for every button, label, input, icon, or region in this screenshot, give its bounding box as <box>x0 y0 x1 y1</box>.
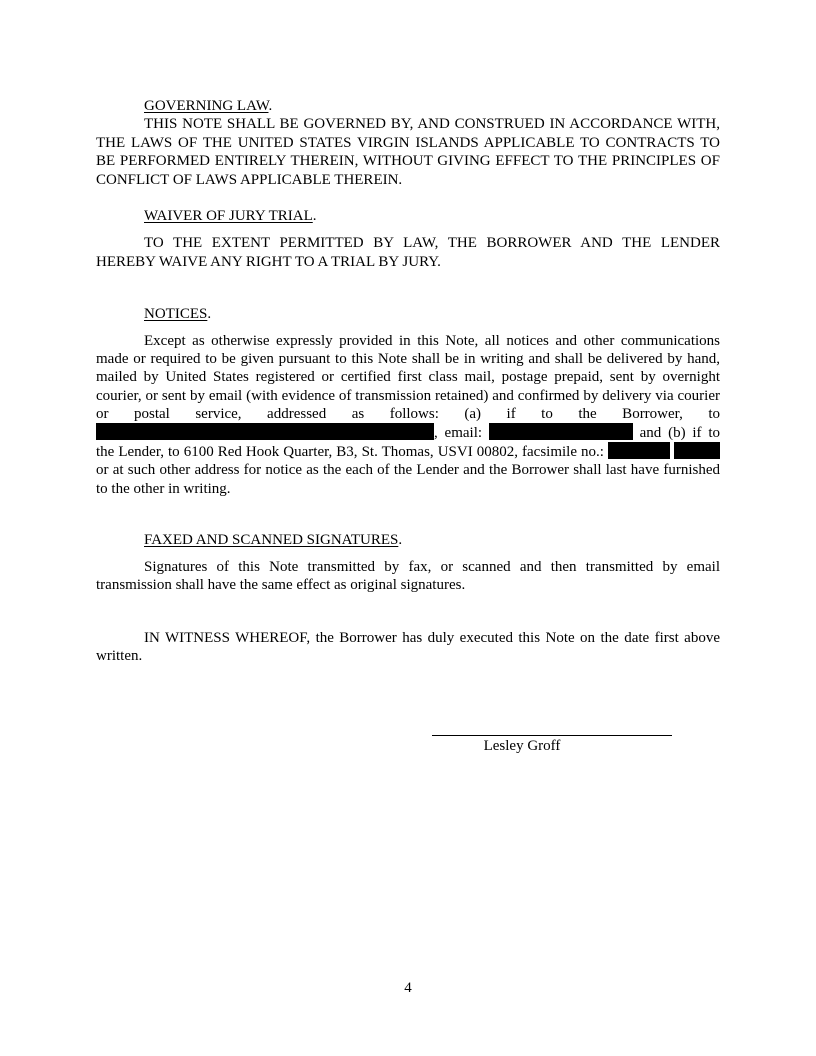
waiver-body: TO THE EXTENT PERMITTED BY LAW, THE BORROWER AND THE LENDER HEREBY WAIVE ANY RIGHT TO A TRIAL BY JURY. <box>96 235 720 270</box>
governing-law-body: THIS NOTE SHALL BE GOVERNED BY, AND CONSTRUED IN ACCORDANCE WITH, THE LAWS OF THE UNITED STATES VIRGIN ISLANDS APPLICABLE TO CONTRACTS TO BE PERFORMED ENTIRELY THEREIN, WITHOUT GIVING EFFECT TO THE PRINCIPLES OF CONFLICT OF LAWS APPLICABLE THEREIN. <box>96 116 720 188</box>
governing-law-heading-text: GOVERNING LAW <box>144 98 269 114</box>
witness-body: IN WITNESS WHEREOF, the Borrower has duly executed this Note on the date first above written. <box>96 630 720 665</box>
notices-text-part-2: , email: <box>434 425 483 442</box>
governing-law-heading: GOVERNING LAW. <box>144 98 273 114</box>
waiver-heading-text: WAIVER OF JURY TRIAL <box>144 208 313 224</box>
redacted-lender-facsimile <box>608 442 670 459</box>
signatures-heading: FAXED AND SCANNED SIGNATURES. <box>144 532 403 548</box>
signature-line <box>432 735 672 736</box>
redacted-borrower-email <box>489 423 633 440</box>
redacted-lender-facsimile-continued <box>674 442 720 459</box>
page-number: 4 <box>404 980 412 996</box>
signatory-name: Lesley Groff <box>483 738 561 754</box>
notices-body <box>96 332 720 498</box>
notices-heading-text: NOTICES <box>144 306 208 322</box>
waiver-heading: WAIVER OF JURY TRIAL. <box>144 208 317 224</box>
notices-text-part-4: or at such other address for notice as the each of the Lender and the Borrower shall last have furnished to the other in writing. <box>96 462 720 497</box>
redacted-borrower-address <box>96 423 434 440</box>
notices-heading: NOTICES. <box>144 306 212 322</box>
notices-text-part-3: and (b) if to the Lender, to 6100 Red Hook Quarter, B3, St. Thomas, USVI 00802, facsimile no.: <box>96 425 720 461</box>
notices-text-part-1: Except as otherwise expressly provided in this Note, all notices and other communications made or required to be given pursuant to this Note shall be in writing and shall be delivered by hand, mailed by United States registered or certified first class mail, postage prepaid, sent by overnight courier, or sent by email (with evidence of transmission retained) and confirmed by delivery via courier or postal service, addressed as follows: (a) if to the Borrower, to <box>96 333 720 422</box>
signatures-heading-text: FAXED AND SCANNED SIGNATURES <box>144 532 399 548</box>
signatures-body: Signatures of this Note transmitted by fax, or scanned and then transmitted by email transmission shall have the same effect as original signatures. <box>96 559 720 594</box>
